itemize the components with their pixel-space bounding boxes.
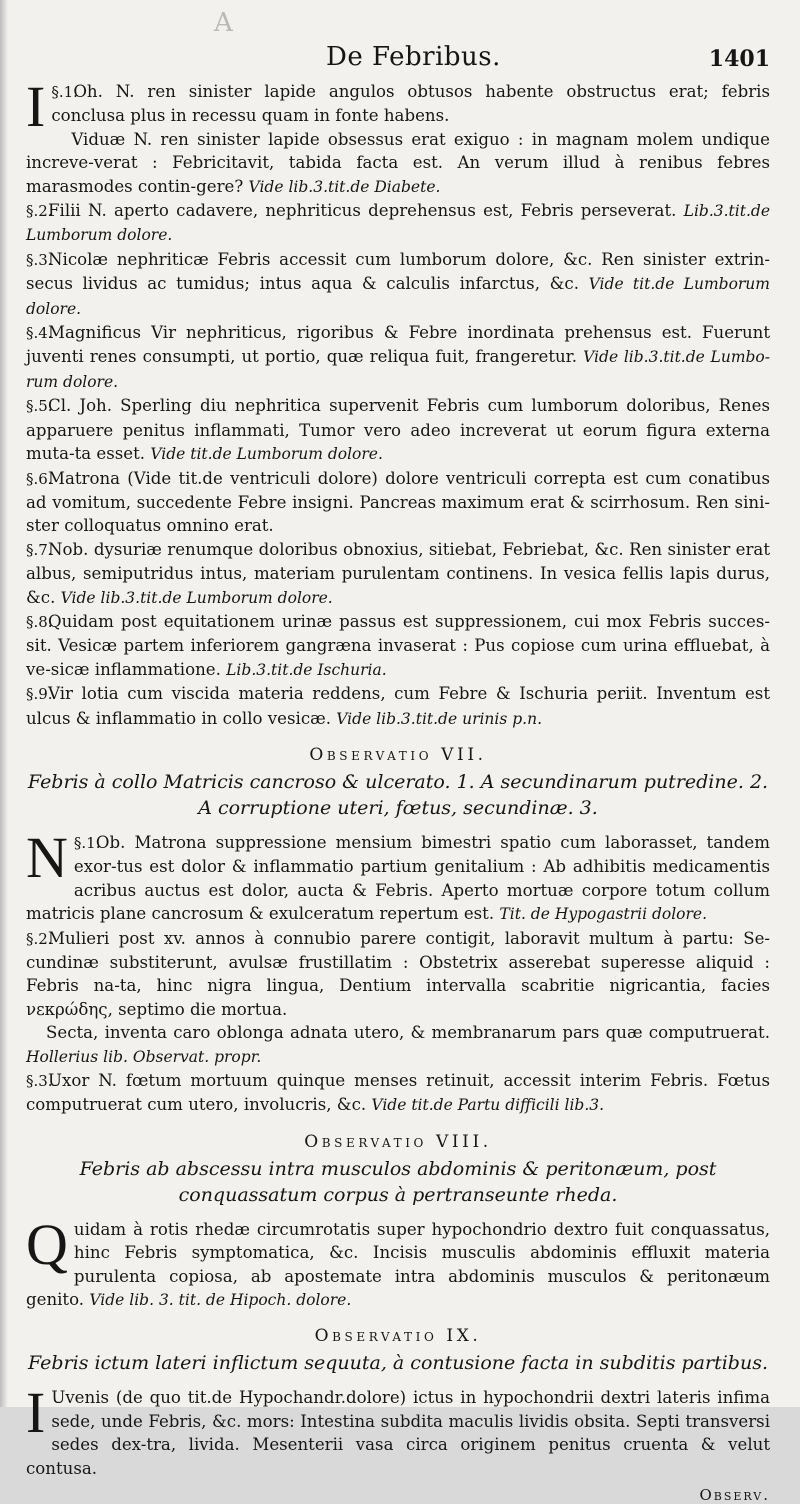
section-kidney-cases xyxy=(26,74,771,731)
section-number: §.2. xyxy=(26,929,53,948)
section-number: §.9. xyxy=(26,685,53,704)
paragraph-text: Mulieri post xv. annos à connubio parere contigit, laboravit multum à partu: Se-cundinæ substiterunt, avulsæ frustillatim : Obstetrix asserebat superesse aliquid : Febris na-ta, hinc nigra lingua, Dentium intervalla scabritie nigricantia, facies νεκρώδης, septimo die mortua. xyxy=(26,928,770,1019)
section-number: §.5. xyxy=(26,397,53,416)
section-number: §.4. xyxy=(26,324,53,343)
paragraph-text: Filii N. aperto cadavere, nephriticus deprehensus est, Febris perseverat. xyxy=(48,201,677,221)
paragraph xyxy=(26,538,770,610)
observation-7-title: Febris à collo Matricis cancroso & ulcerato. 1. A secundinarum putredine. 2. A corruptione uteri, fœtus, secundinæ. 3. xyxy=(27,770,769,819)
cross-reference: Tit. de Hypogastrii dolore. xyxy=(499,905,707,924)
paragraph xyxy=(26,1021,770,1069)
paragraph xyxy=(26,1380,770,1480)
cross-reference: Vide tit.de Partu difficili lib.3. xyxy=(371,1096,605,1115)
paragraph-text: Magnificus Vir nephriticus, rigoribus & Febre inordinata prehensus est. Fuerunt juventi renes consumpti, ut portio, quæ reliqua fuit, frangeretur. xyxy=(26,323,770,367)
drop-capital: I xyxy=(26,1380,46,1446)
observation-7-body xyxy=(26,824,770,1118)
paragraph-text: Viduæ N. ren sinister lapide obsessus erat exiguo : in magnam molem undique increve-verat : Febricitavit, tabida facta est. An verum illud à renibus febres marasmodes contin-gere? xyxy=(26,129,770,196)
cross-reference: Vide lib.3.tit.de Diabete. xyxy=(248,177,441,196)
paragraph-text: Secta, inventa caro oblonga adnata utero, & membranarum pars quæ computruerat. xyxy=(46,1023,770,1043)
observation-8-title: Febris ab abscessu intra musculos abdominis & peritonæum, post conquassatum corpus à pertranseunte rheda. xyxy=(79,1157,717,1206)
observation-7-heading: Observatio VII. xyxy=(309,744,487,765)
cross-reference: Vide lib.3.tit.de urinis p.n. xyxy=(336,709,543,728)
observation-8-body xyxy=(26,1211,770,1313)
cross-reference: Vide tit.de Lumborum dolore. xyxy=(150,445,383,464)
section-number: §.6. xyxy=(26,469,53,488)
paragraph xyxy=(26,610,770,682)
section-number: §.7. xyxy=(26,540,53,559)
paragraph-text: Nicolæ nephriticæ Febris accessit cum lumborum dolore, &c. Ren sinister extrin-secus lividus ac tumidus; intus aqua & calculis infarctus, &c. xyxy=(26,249,770,294)
running-title: De Febribus. xyxy=(326,42,501,72)
paragraph-text: Oh. N. ren sinister lapide angulos obtusos habente obstructus erat; febris conclusa plus in recessu quam in fonte habens. xyxy=(51,82,770,126)
paragraph-text: Uxor N. fœtum mortuum quinque menses retinuit, accessit interim Febris. Fœtus computruerat cum utero, involucris, &c. xyxy=(26,1071,770,1115)
paragraph xyxy=(26,128,770,199)
cross-reference: Lib.3.tit.de Ischuria. xyxy=(226,660,387,679)
running-header xyxy=(26,8,770,78)
paragraph xyxy=(26,394,770,466)
cross-reference: Vide lib. 3. tit. de Hipoch. dolore. xyxy=(89,1291,352,1310)
cross-reference: Lib.3.tit.de Lumborum dolore. xyxy=(26,202,770,245)
paragraph-text: Vir lotia cum viscida materia reddens, cum Febre & Ischuria periit. Inventum est ulcus & inflammatio in collo vesicæ. xyxy=(26,684,770,728)
catchword: Observ. xyxy=(699,1486,770,1504)
paragraph-text: Nob. dysuriæ renumque doloribus obnoxius, sitiebat, Febriebat, &c. Ren sinister erat albus, semiputridus intus, materiam purulentam continens. In vesica fellis lapis durus, &c. xyxy=(26,539,770,607)
paragraph xyxy=(26,321,770,394)
section-number: §.3. xyxy=(26,250,53,269)
bleed-through-text: A xyxy=(214,8,233,38)
observation-9-heading: Observatio IX. xyxy=(314,1326,482,1347)
paragraph-text: uidam à rotis rhedæ circumrotatis super hypochondrio dextro fuit conquassatus, hinc Febris symptomatica, &c. Incisis musculis abdominis effluxit materia purulenta copiosa, ab apostemate intra abdominis musculos & peritonæum genito. xyxy=(26,1219,770,1310)
paragraph xyxy=(26,248,770,321)
paragraph-text: Cl. Joh. Sperling diu nephritica supervenit Febris cum lumborum doloribus, Renes apparuere penitus inflammati, Tumor vero adeo increverat ut eorum figura externa muta-ta esset. xyxy=(26,396,770,464)
paragraph-text: Ob. Matrona suppressione mensium bimestri spatio cum laborasset, tandem exor-tus est dolor & inflammatio partium genitalium : Ab adhibitis medicamentis acribus auctus est dolor, aucta & Febris. Aperto mortuæ corpore totum collum matricis plane cancrosum & exulceratum repertum est. xyxy=(26,832,770,924)
paragraph xyxy=(26,927,770,1022)
observation-9-title: Febris ictum lateri inflictum sequuta, à contusione facta in subditis partibus. xyxy=(28,1352,768,1375)
drop-capital: Q xyxy=(26,1211,68,1277)
paragraph xyxy=(26,74,770,139)
paragraph-text: Quidam post equitationem urinæ passus est suppressionem, cui mox Febris succes-sit. Vesicæ partem inferiorem gangræna invaserat : Pus copiose cum urina effluebat, à ve-sicæ inflammatione. xyxy=(26,611,770,679)
section-number: §.1. xyxy=(73,833,101,852)
cross-reference: Hollerius lib. Observat. propr. xyxy=(26,1047,262,1066)
paragraph xyxy=(26,199,770,248)
observation-8-heading: Observatio VIII. xyxy=(304,1131,492,1152)
page-number: 1401 xyxy=(708,46,770,72)
cross-reference: Vide tit.de Lumborum dolore. xyxy=(26,275,770,318)
paragraph xyxy=(26,824,770,927)
paragraph-text: Matrona (Vide tit.de ventriculi dolore) dolore ventriculi correpta est cum conatibus ad vomitum, succedente Febre insigni. Pancreas maximum erat & scirrhosum. Ren sini-ster colloquatus omnino erat. xyxy=(26,468,770,536)
paragraph xyxy=(26,467,770,538)
paragraph-text: Uvenis (de quo tit.de Hypochandr.dolore) ictus in hypochondrii dextri lateris infima sede, unde Febris, &c. mors: Intestina subdita maculis lividis obsita. Septi transversi sedes dex-tra, livida. Mesenterii vasa circa originem penitus cruenta & velut contusa. xyxy=(26,1388,770,1478)
paragraph xyxy=(26,682,770,731)
section-number: §.3. xyxy=(26,1072,53,1091)
section-number: §.2. xyxy=(26,202,53,221)
cross-reference: Vide lib.3.tit.de Lumborum dolore. xyxy=(60,588,333,607)
observation-9-body xyxy=(26,1380,770,1480)
section-number: §.1. xyxy=(51,83,78,101)
cross-reference: Vide lib.3.tit.de Lumbo-rum dolore. xyxy=(26,348,771,391)
drop-capital: I xyxy=(26,74,46,139)
section-number: §.8. xyxy=(26,612,53,631)
paragraph xyxy=(26,1069,770,1118)
paragraph xyxy=(26,1211,770,1313)
drop-capital: N xyxy=(26,824,68,890)
